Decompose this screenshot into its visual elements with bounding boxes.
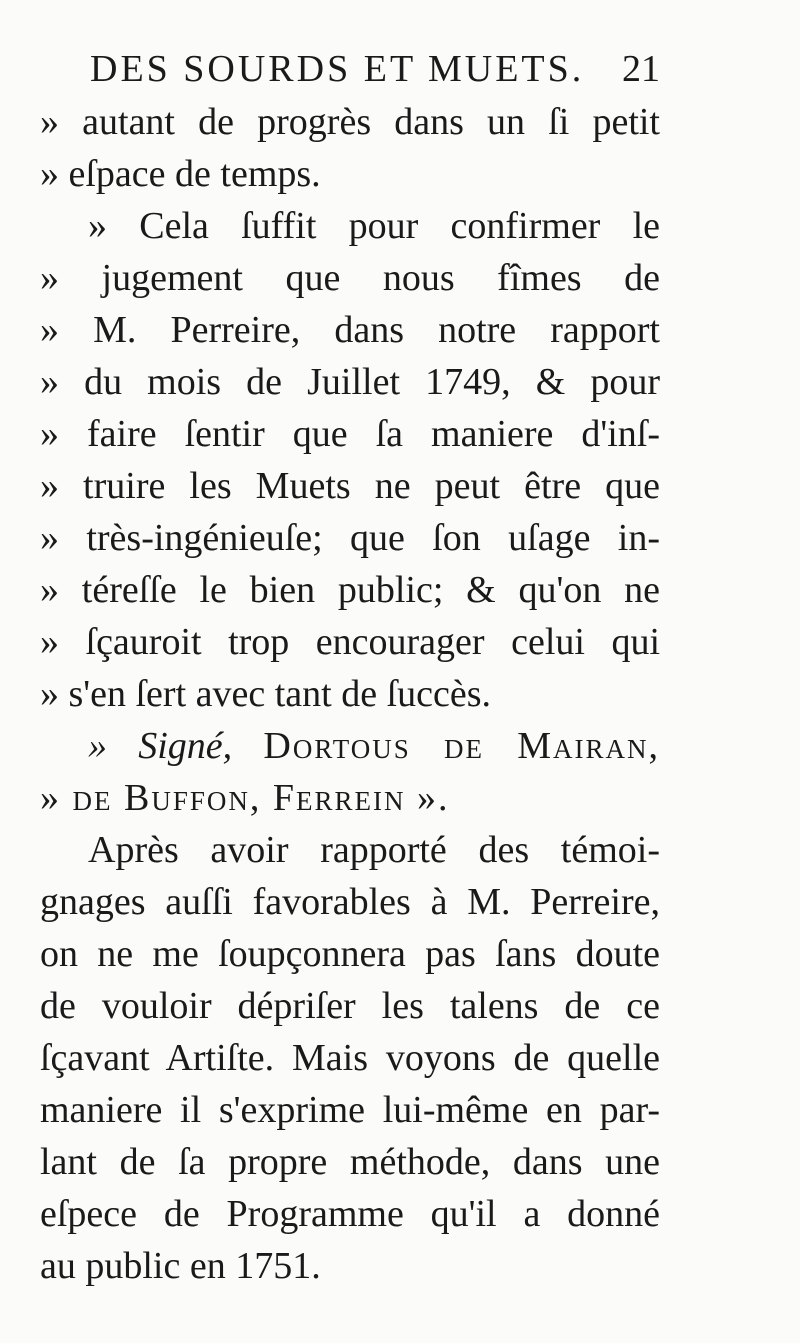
text-line: » très-ingénieuſe; que ſon uſage in- (40, 517, 660, 559)
text-line: » eſpace de temps. (40, 153, 321, 195)
text-line: gnages auſſi favorables à M. Perreire, (40, 881, 660, 923)
signatory-names-continued: » de Buffon, Ferrein ». (40, 777, 450, 819)
text-line: ſçavant Artiſte. Mais voyons de quelle (40, 1037, 660, 1079)
text-line: » Cela ſuffit pour confirmer le (88, 205, 660, 247)
text-line: lant de ſa propre méthode, dans une (40, 1141, 660, 1183)
text-line: » ſçauroit trop encourager celui qui (40, 621, 660, 663)
text-line: » faire ſentir que ſa maniere d'inſ- (40, 413, 660, 455)
text-line: eſpece de Programme qu'il a donné (40, 1193, 660, 1235)
page-number: 21 (622, 48, 660, 90)
running-title: DES SOURDS ET MUETS. (90, 48, 585, 90)
text-line: » truire les Muets ne peut être que (40, 465, 660, 507)
text-line: » M. Perreire, dans notre rapport (40, 309, 660, 351)
signature-line (40, 720, 660, 772)
text-line: » autant de progrès dans un ſi petit (40, 101, 660, 143)
running-header (90, 44, 660, 94)
page-body (40, 96, 660, 1292)
text-line: on ne me ſoupçonnera pas ſans doute (40, 933, 660, 975)
text-line: » du mois de Juillet 1749, & pour (40, 361, 660, 403)
text-line: au public en 1751. (40, 1245, 321, 1287)
text-line: » jugement que nous fîmes de (40, 257, 660, 299)
text-line: Après avoir rapporté des témoi- (88, 829, 660, 871)
text-line: de vouloir dépriſer les talens de ce (40, 985, 660, 1027)
signatory-names: Dortous de Mairan, (263, 725, 660, 767)
text-line: maniere il s'exprime lui-même en par- (40, 1089, 660, 1131)
text-line: » téreſſe le bien public; & qu'on ne (40, 569, 660, 611)
text-line: » s'en ſert avec tant de ſuccès. (40, 673, 492, 715)
signed-label: » Signé, (88, 725, 233, 767)
